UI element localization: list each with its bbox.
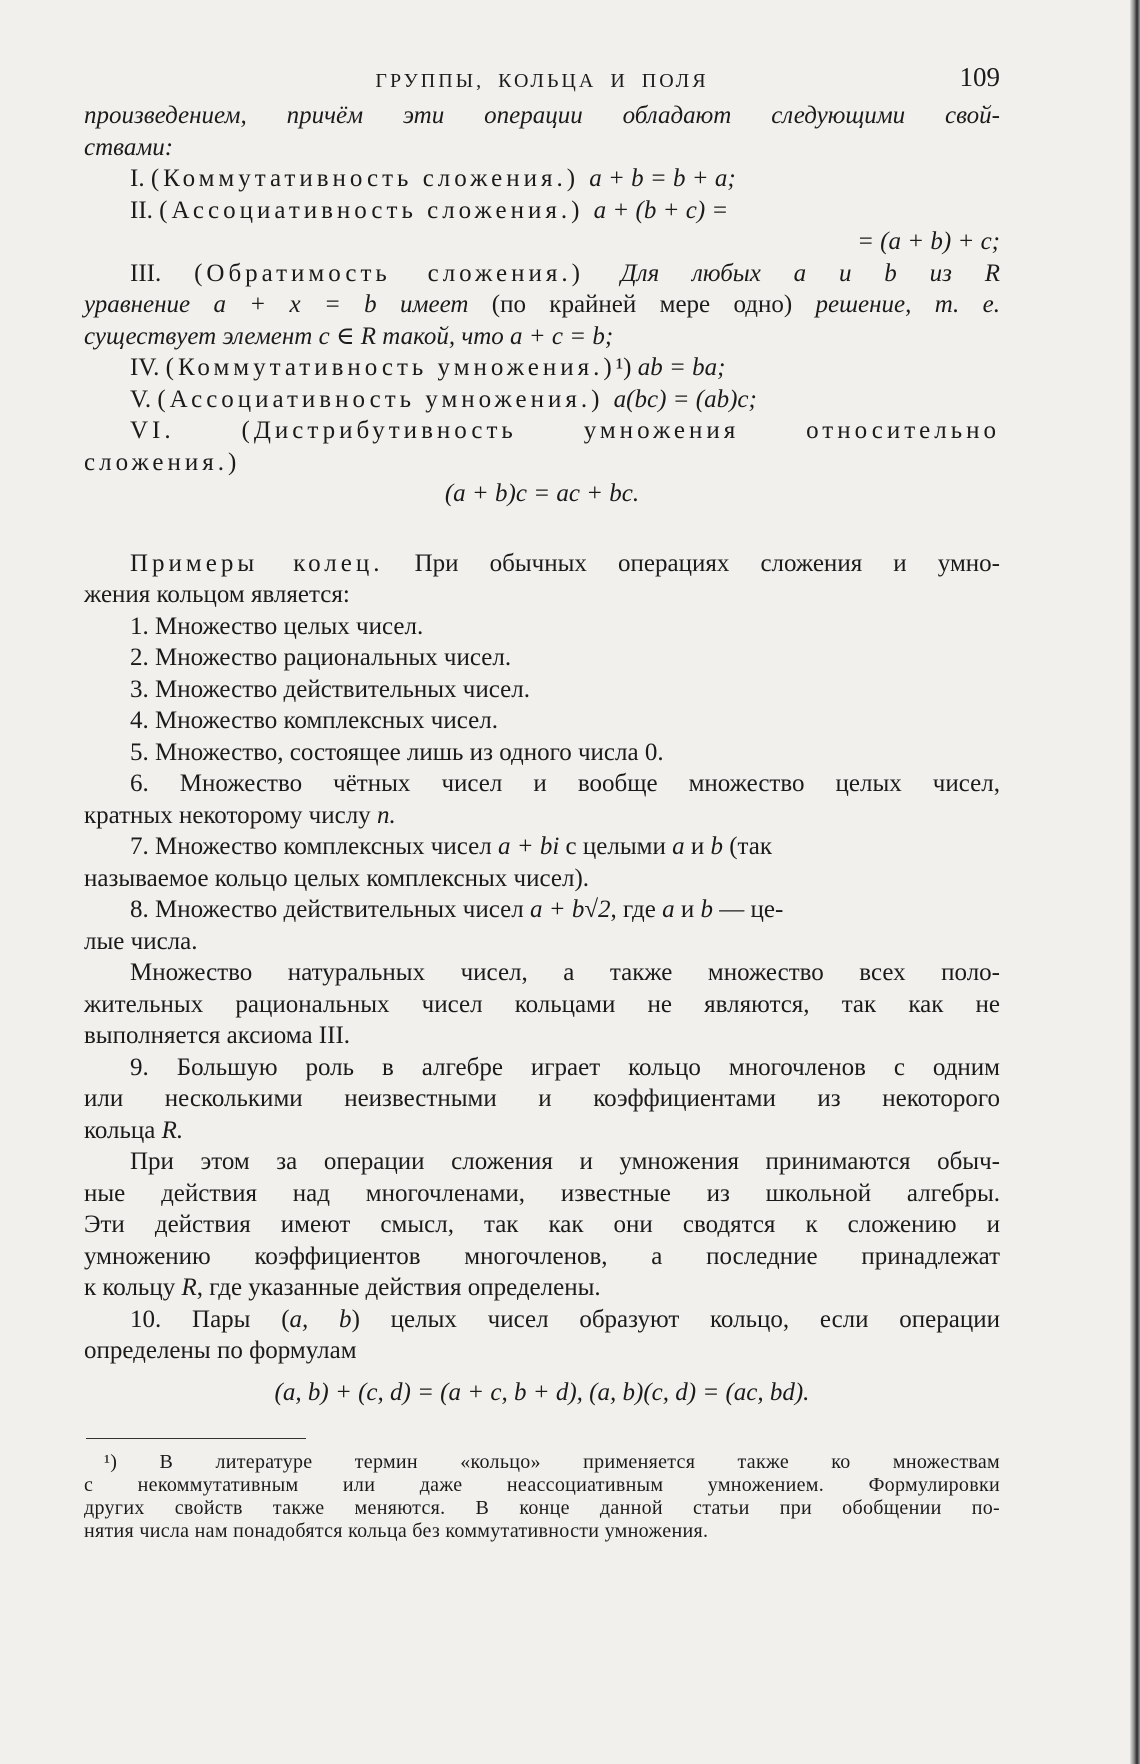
example-item-line: определены по формулам (84, 1337, 357, 1364)
axiom-text: решение, т. е. (815, 291, 1000, 318)
example-item (84, 831, 1000, 863)
page-number: 109 (959, 62, 1000, 92)
text: 10. Пары ( (130, 1305, 290, 1333)
text: 8. Множество действительных чисел (130, 896, 530, 923)
axiom-formula: a(bc) = (ab)c; (613, 385, 757, 413)
paragraph-line: Эти действия имеют смысл, так как они сводятся к сложению и (84, 1211, 1000, 1238)
example-item: 2. Множество рациональных чисел. (130, 644, 512, 671)
examples-title: Примеры колец. (130, 549, 384, 577)
axiom-vi: VI. (Дистрибутивность умножения относительно (130, 417, 1000, 444)
axiom-ii (84, 195, 1000, 227)
footnote-marker[interactable]: ¹) (615, 354, 632, 381)
text: к кольцу (84, 1274, 182, 1301)
axiom-name: (Коммутативность сложения.) (150, 165, 590, 192)
math-expr: a + b√2 (529, 896, 611, 923)
axiom-label: II. (130, 196, 160, 224)
example-item: 5. Множество, состоящее лишь из одного числа 0. (130, 738, 664, 766)
axiom-text: (по крайней мере одно) (491, 291, 816, 318)
paragraph-line: выполняется аксиома III. (84, 1022, 351, 1049)
intro-line: ствами: (84, 133, 174, 161)
intro-line: произведением, причём эти операции обладают следующими свой- (84, 102, 1000, 129)
math-var: a (672, 833, 685, 860)
math-var: R (181, 1274, 197, 1301)
text: кратных некоторому числу (84, 801, 377, 829)
axiom-iii-line (84, 289, 1000, 321)
math-expr: a + bi (497, 833, 560, 860)
math-var: R. (161, 1116, 184, 1144)
axiom-v (84, 384, 1000, 416)
example-item-line: называемое кольцо целых комплексных чисел). (84, 864, 590, 892)
page-header (84, 60, 1000, 100)
axiom-label: V. (130, 385, 158, 413)
text: , где (610, 896, 663, 923)
examples-intro-line: жения кольцом является: (84, 581, 350, 608)
section-spacer (84, 510, 1000, 548)
axiom-label: III. (130, 259, 195, 287)
axiom-iii (84, 258, 1000, 290)
example-item-line (84, 1115, 1000, 1147)
example-item: 4. Множество комплексных чисел. (130, 707, 498, 734)
axiom-formula: a + b = b + a; (589, 165, 736, 192)
example-item: 6. Множество чётных чисел и вообще множество целых чисел, (130, 770, 1000, 797)
axiom-i (84, 163, 1000, 195)
axiom-label: IV. (130, 354, 166, 381)
axiom-name: (Ассоциативность умножения.) (157, 385, 614, 413)
math-var: n. (376, 801, 396, 829)
axiom-iii-line: существует элемент c ∈ R такой, что a + c = b; (84, 322, 614, 350)
axiom-vi-formula: (a + b)c = ac + bc. (444, 480, 640, 507)
footnote-line: с некоммутативным или даже неассоциативным умножением. Формулировки (84, 1474, 1000, 1496)
axiom-iv (84, 352, 1000, 384)
text: с целыми (559, 833, 673, 860)
text: и (684, 833, 711, 860)
running-title: ГРУППЫ, КОЛЬЦА И ПОЛЯ (375, 70, 709, 92)
axiom-vi-line: сложения.) (84, 448, 241, 476)
footnote (84, 1451, 1000, 1543)
paragraph-line: жительных рациональных чисел кольцами не являются, так как не (84, 990, 1000, 1018)
footnote-line: нятия числа нам понадобятся кольца без коммутативности умножения. (84, 1520, 709, 1542)
text: и (674, 896, 701, 923)
book-page (84, 60, 1000, 1543)
axiom-name: (Ассоциативность сложения.) (159, 196, 594, 224)
examples-intro (84, 548, 1000, 580)
example-item: 1. Множество целых чисел. (130, 612, 424, 640)
item10-formula: (a, b) + (c, d) = (a + c, b + d), (a, b)(c, d) = (ac, bd). (274, 1378, 810, 1406)
paragraph-line: умножению коэффициентов многочленов, а последние принадлежат (84, 1242, 1000, 1270)
math-expr: a, b (289, 1305, 352, 1333)
paragraph-line: Множество натуральных чисел, а также множество всех поло- (130, 959, 1000, 986)
axiom-formula: a + (b + c) = (593, 196, 729, 224)
text: 7. Множество комплексных чисел (130, 833, 498, 860)
footnote-line: других свойств также меняются. В конце данной статьи при обобщении по- (84, 1497, 1000, 1519)
text: (так (722, 833, 773, 860)
text: — це- (713, 896, 784, 923)
example-item-line: лые числа. (84, 927, 198, 955)
footnote-rule (86, 1438, 306, 1439)
axiom-name: (Коммутативность умножения.) (165, 354, 616, 381)
example-item-line (84, 800, 1000, 832)
page-edge-shadow (1130, 0, 1140, 1764)
text: ) целых чисел образуют кольцо, если операции (351, 1305, 1000, 1333)
main-text (84, 100, 1000, 1408)
example-item: 9. Большую роль в алгебре играет кольцо многочленов с одним (130, 1053, 1000, 1081)
axiom-formula: ab = ba; (631, 354, 726, 381)
text: кольца (84, 1116, 162, 1144)
axiom-text: уравнение a + x = b имеет (84, 291, 492, 318)
axiom-name: (Обратимость сложения.) (194, 259, 621, 287)
axiom-text: Для любых a и b из R (620, 259, 1000, 287)
example-item (84, 894, 1000, 926)
example-item: 3. Множество действительных чисел. (130, 675, 530, 703)
axiom-label: I. (130, 165, 151, 192)
math-var: a (662, 896, 675, 923)
paragraph-line: ные действия над многочленами, известные из школьной алгебры. (84, 1179, 1000, 1207)
math-var: b (710, 833, 723, 860)
axiom-formula-continued: = (a + b) + c; (857, 228, 1000, 255)
text: , где указанные действия определены. (196, 1274, 601, 1301)
footnote-line: ¹) В литературе термин «кольцо» применяется также ко множествам (104, 1451, 1000, 1473)
example-item (84, 1304, 1000, 1336)
example-item-line: или несколькими неизвестными и коэффициентами из некоторого (84, 1085, 1000, 1112)
paragraph-line (84, 1272, 1000, 1304)
math-var: b (700, 896, 714, 923)
examples-intro-text: При обычных операциях сложения и умно- (383, 549, 1000, 577)
paragraph-line: При этом за операции сложения и умножения принимаются обыч- (130, 1148, 1000, 1175)
